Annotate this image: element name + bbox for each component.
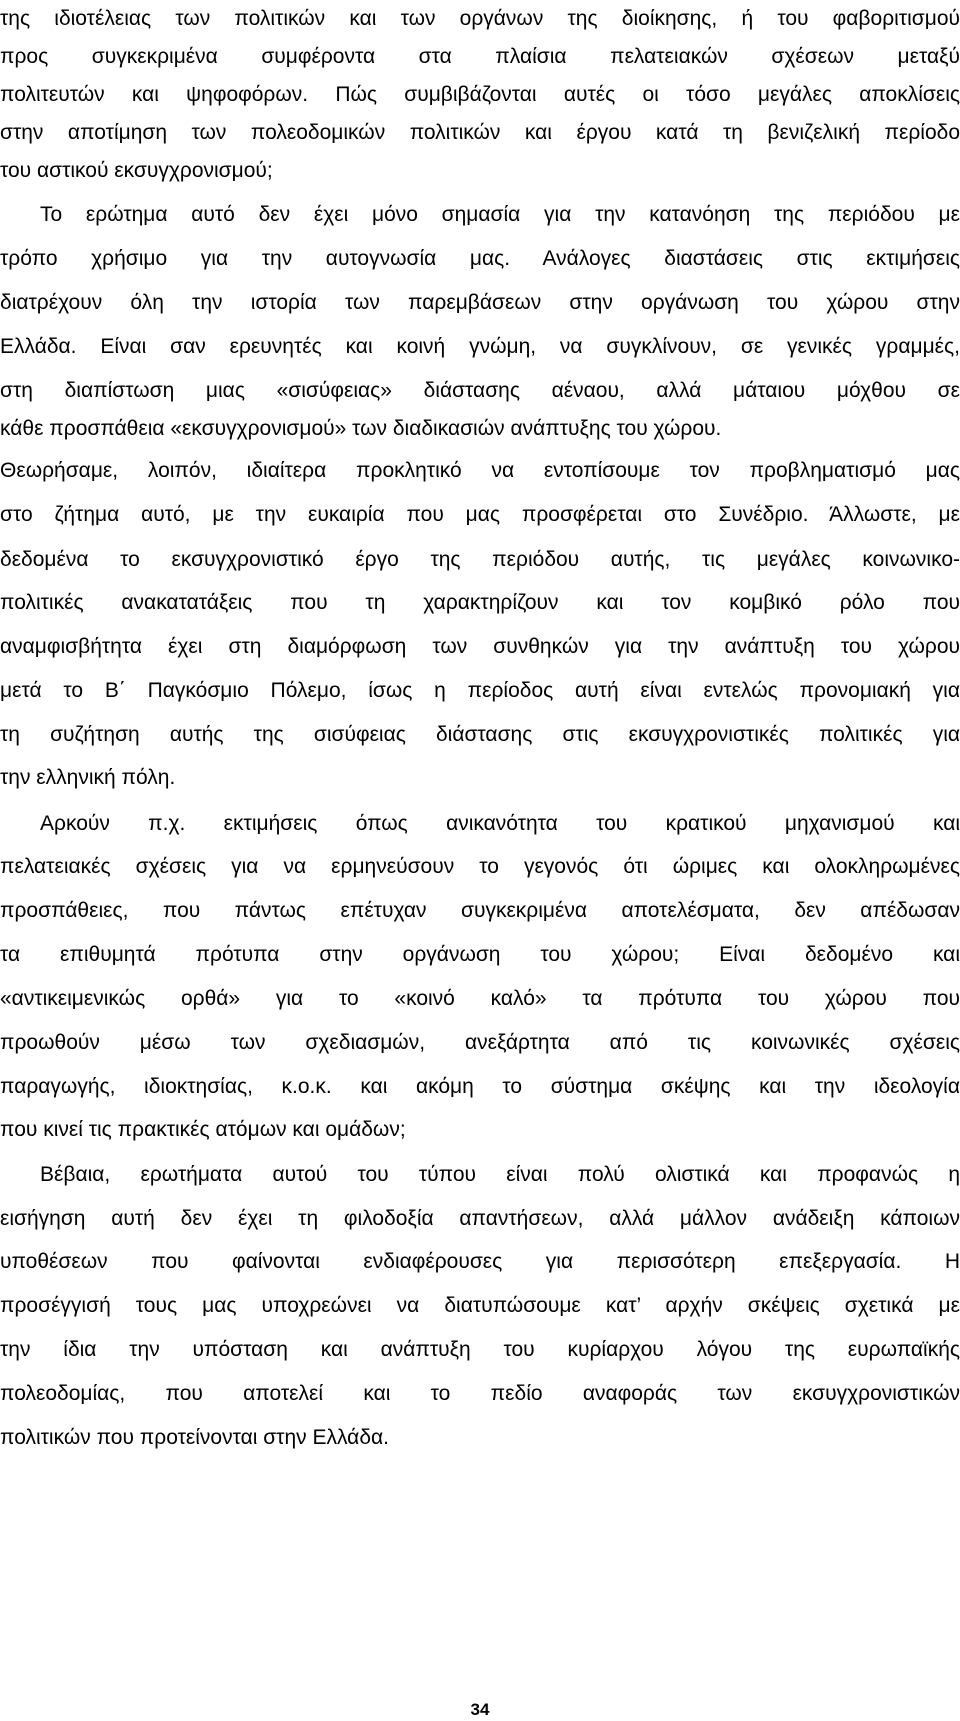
text-line: στην αποτίμηση των πολεοδομικών πολιτικών και έργου κατά τη βενιζελική περίοδο [0,121,960,144]
text-line: Το ερώτημα αυτό δεν έχει μόνο σημασία για την κατανόηση της περιόδου με [40,203,960,226]
text-line: προωθούν μέσω των σχεδιασμών, ανεξάρτητα από τις κοινωνικές σχέσεις [0,1031,960,1054]
text-line: δεδομένα το εκσυγχρονιστικό έργο της περιόδου αυτής, τις μεγάλες κοινωνικο- [0,548,960,571]
text-line: της ιδιοτέλειας των πολιτικών και των οργάνων της διοίκησης, ή του φαβοριτισμού [0,7,960,30]
text-line: αναμφισβήτητα έχει στη διαμόρφωση των συνθηκών για την ανάπτυξη του χώρου [0,635,960,658]
text-line: πολιτικές ανακατατάξεις που τη χαρακτηρίζουν και τον κομβικό ρόλο που [0,591,960,614]
text-line: πολιτευτών και ψηφοφόρων. Πώς συμβιβάζονται αυτές οι τόσο μεγάλες αποκλίσεις [0,83,960,106]
text-line: Βέβαια, ερωτήματα αυτού του τύπου είναι πολύ ολιστικά και προφανώς η [40,1163,960,1186]
text-line: Θεωρήσαμε, λοιπόν, ιδιαίτερα προκλητικό να εντοπίσουμε τον προβληματισμό μας [0,459,960,482]
text-line: πολιτικών που προτείνονται στην Ελλάδα. [0,1426,389,1449]
text-line: εισήγηση αυτή δεν έχει τη φιλοδοξία απαντήσεων, αλλά μάλλον ανάδειξη κάποιων [0,1207,960,1230]
text-line: «αντικειμενικώς ορθά» για το «κοινό καλό» τα πρότυπα του χώρου που [0,987,960,1010]
text-line: μετά το Β΄ Παγκόσμιο Πόλεμο, ίσως η περίοδος αυτή είναι εντελώς προνομιακή για [0,679,960,702]
text-line: τα επιθυμητά πρότυπα στην οργάνωση του χώρου; Είναι δεδομένο και [0,943,960,966]
text-line: τη συζήτηση αυτής της σισύφειας διάστασης στις εκσυγχρονιστικές πολιτικές για [0,723,960,746]
text-line: κάθε προσπάθεια «εκσυγχρονισμού» των διαδικασιών ανάπτυξης του χώρου. [0,417,722,440]
text-line: προς συγκεκριμένα συμφέροντα στα πλαίσια πελατειακών σχέσεων μεταξύ [0,45,960,68]
text-line: πολεοδομίας, που αποτελεί και το πεδίο αναφοράς των εκσυγχρονιστικών [0,1382,960,1405]
text-line: του αστικού εκσυγχρονισμού; [0,159,273,182]
text-line: υποθέσεων που φαίνονται ενδιαφέρουσες για περισσότερη επεξεργασία. Η [0,1250,960,1273]
text-line: την ελληνική πόλη. [0,766,176,789]
text-line: την ίδια την υπόσταση και ανάπτυξη του κυρίαρχου λόγου της ευρωπαϊκής [0,1338,960,1361]
text-line: παραγωγής, ιδιοκτησίας, κ.ο.κ. και ακόμη το σύστημα σκέψης και την ιδεολογία [0,1075,960,1098]
text-line: διατρέχουν όλη την ιστορία των παρεμβάσεων στην οργάνωση του χώρου στην [0,291,960,314]
text-line: πελατειακές σχέσεις για να ερμηνεύσουν το γεγονός ότι ώριμες και ολοκληρωμένες [0,855,960,878]
text-line: προσπάθειες, που πάντως επέτυχαν συγκεκριμένα αποτελέσματα, δεν απέδωσαν [0,899,960,922]
text-line: που κινεί τις πρακτικές ατόμων και ομάδων; [0,1118,406,1141]
text-line: στο ζήτημα αυτό, με την ευκαιρία που μας προσφέρεται στο Συνέδριο. Άλλωστε, με [0,503,960,526]
text-line: Αρκούν π.χ. εκτιμήσεις όπως ανικανότητα του κρατικού μηχανισμού και [40,812,960,835]
text-line: τρόπο χρήσιμο για την αυτογνωσία μας. Ανάλογες διαστάσεις στις εκτιμήσεις [0,247,960,270]
text-line: στη διαπίστωση μιας «σισύφειας» διάστασης αέναου, αλλά μάταιου μόχθου σε [0,379,960,402]
text-line: Ελλάδα. Είναι σαν ερευνητές και κοινή γνώμη, να συγκλίνουν, σε γενικές γραμμές, [0,335,960,358]
text-line: προσέγγισή τους μας υποχρεώνει να διατυπώσουμε κατ’ αρχήν σκέψεις σχετικά με [0,1294,960,1317]
page-number: 34 [470,1700,490,1719]
